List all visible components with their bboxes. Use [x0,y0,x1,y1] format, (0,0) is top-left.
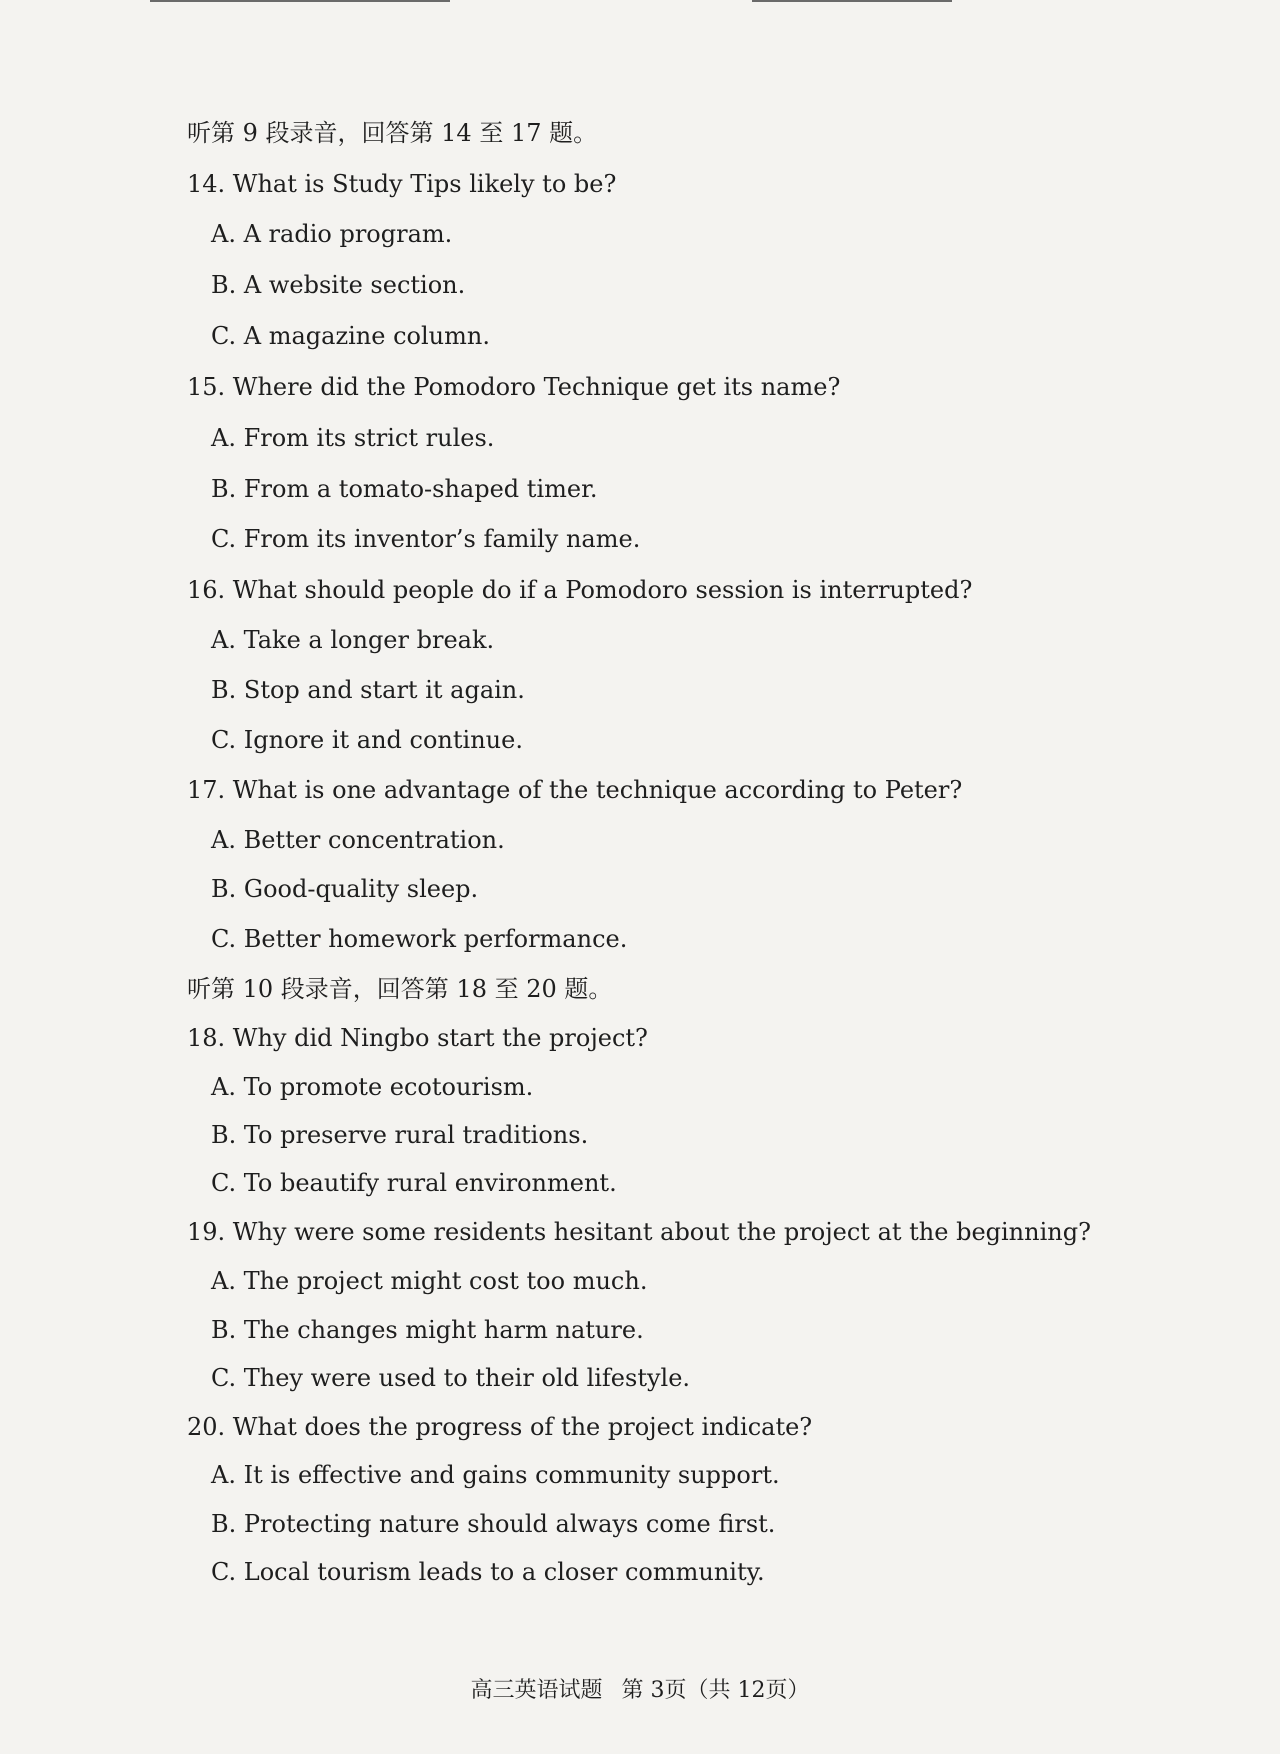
answer-option: C. A magazine column. [211,322,490,350]
section-instruction: 听第 10 段录音，回答第 18 至 20 题。 [187,975,613,1003]
answer-option: C. Ignore it and continue. [211,726,523,754]
answer-option: B. A website section. [211,271,466,299]
answer-option: A. The project might cost too much. [211,1267,648,1295]
section-instruction: 听第 9 段录音，回答第 14 至 17 题。 [187,119,598,147]
question-stem: 14. What is Study Tips likely to be? [187,170,617,198]
answer-option: A. It is effective and gains community support. [211,1461,780,1489]
top-rule-right [752,0,952,2]
footer-page-number: 第 3页（共 12页） [621,1678,810,1703]
answer-option: B. To preserve rural traditions. [211,1121,589,1149]
answer-option: B. The changes might harm nature. [211,1316,644,1344]
footer-title: 高三英语试题 [470,1678,603,1703]
answer-option: B. Stop and start it again. [211,676,525,704]
top-rule-left [150,0,450,2]
answer-option: C. Better homework performance. [211,925,628,953]
answer-option: B. Protecting nature should always come first. [211,1510,776,1538]
answer-option: A. A radio program. [211,220,453,248]
question-stem: 17. What is one advantage of the technique according to Peter? [187,776,963,804]
answer-option: C. They were used to their old lifestyle. [211,1364,691,1392]
answer-option: C. From its inventor’s family name. [211,525,641,553]
question-stem: 19. Why were some residents hesitant about the project at the beginning? [187,1218,1091,1246]
answer-option: A. Better concentration. [211,826,505,854]
answer-option: C. Local tourism leads to a closer community. [211,1558,765,1586]
question-stem: 20. What does the progress of the project indicate? [187,1413,813,1441]
question-stem: 15. Where did the Pomodoro Technique get its name? [187,373,841,401]
answer-option: B. Good-quality sleep. [211,875,479,903]
answer-option: B. From a tomato-shaped timer. [211,475,598,503]
page-footer [0,1676,1280,1706]
answer-option: A. From its strict rules. [211,424,495,452]
answer-option: A. To promote ecotourism. [211,1073,534,1101]
answer-option: C. To beautify rural environment. [211,1169,617,1197]
question-stem: 16. What should people do if a Pomodoro session is interrupted? [187,576,973,604]
answer-option: A. Take a longer break. [211,626,495,654]
question-stem: 18. Why did Ningbo start the project? [187,1024,648,1052]
